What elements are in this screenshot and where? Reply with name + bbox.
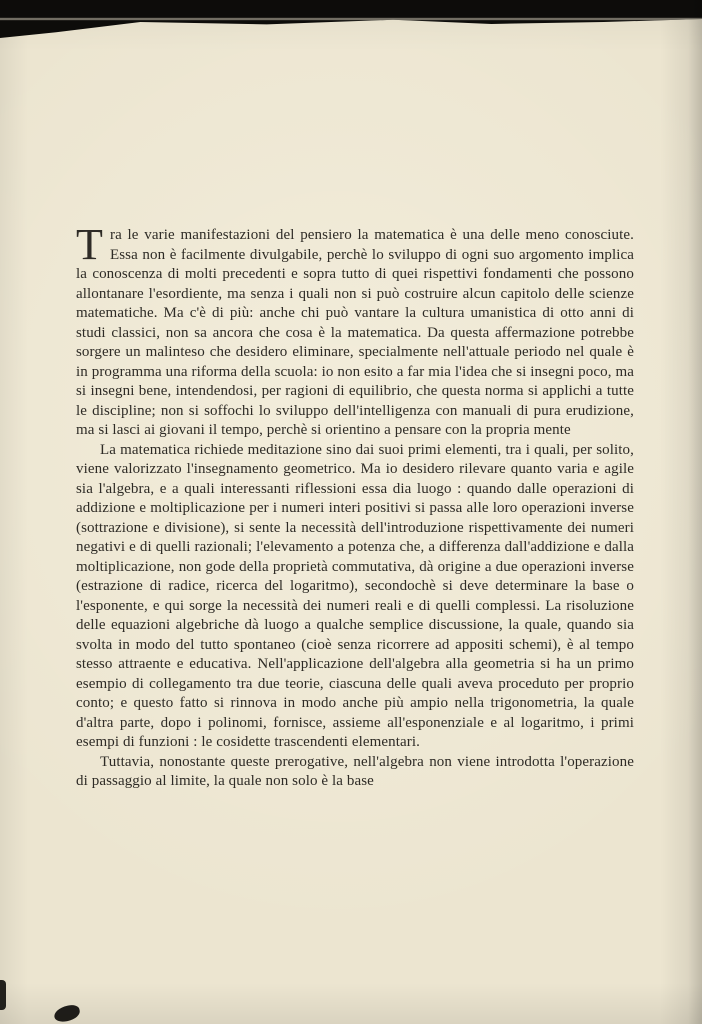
- drop-cap: T: [76, 220, 103, 269]
- paragraph: [76, 753, 634, 792]
- scan-artifact-bottom-mark: [53, 1003, 82, 1023]
- text-block: [76, 220, 634, 792]
- paragraph-text: Tuttavia, nonostante queste prerogative, nell'algebra non viene introdotta l'operazione di passaggio al limite, la quale non solo è la base: [76, 753, 634, 789]
- scan-artifact-top-edge: [0, 0, 702, 38]
- scan-shadow-right-edge: [688, 0, 702, 1024]
- paragraph-text: ra le varie manifestazioni del pensiero la matematica è una delle meno conosciute. Essa non è facilmente divulgabile, perchè lo sviluppo di ogni suo argomento implica la conoscenza di molti precedenti e sopra tutto di quei rispettivi fondamenti che possono allontanare l'esordiente, ma senza i quali non si può costruire alcun capitolo delle scienze matematiche. Ma c'è di più: anche chi può vantare la cultura umanistica di otto anni di studi classici, non sa ancora che cosa è la matematica. Da questa affermazione potrebbe sorgere un malinteso che desidero eliminare, specialmente nell'attuale periodo nel quale è in programma una riforma della scuola: io non esito a far mia l'idea che si insegni poco, ma si insegni bene, intendendosi, per ragioni di equilibrio, che questa norma si applichi a tutte le discipline; non si soffochi lo sviluppo dell'intelligenza con manuali di pura erudizione, ma si lasci ai giovani il tempo, perchè si orientino a pensare con la propria mente: [76, 227, 634, 438]
- paragraph: [76, 220, 634, 441]
- paragraph: [76, 441, 634, 753]
- paragraph-text: La matematica richiede meditazione sino dai suoi primi elementi, tra i quali, per solito, viene valorizzato l'insegnamento geometrico. Ma io desidero rilevare quanto varia e agile sia l'algebra, e a quali interessanti riflessioni essa dia luogo : quando dalle operazioni di addizione e moltiplicazione per i numeri interi positivi si passa alle loro operazioni inverse (sottrazione e divisione), si sente la necessità dell'introduzione rispettivamente dei numeri negativi e di quelli razionali; l'elevamento a potenza che, a differenza dall'addizione e dalla moltiplicazione, non gode della proprietà commutativa, dà origine a due operazioni inverse (estrazione di radice, ricerca del logaritmo), secondochè si deve determinare la base o l'esponente, e qui sorge la necessità dei numeri reali e di quelli complessi. La risoluzione delle equazioni algebriche dà luogo a qualche semplice discussione, la quale, quando sia svolta in modo del tutto spontaneo (cioè senza ricorrere ad appositi schemi), è al tempo stesso attraente e educativa. Nell'applicazione dell'algebra alla geometria si ha un primo esempio di collegamento tra due teorie, ciascuna delle quali aveva proceduto per proprio conto; e questo fatto si rinnova in modo anche più ampio nella trigonometria, la quale d'altra parte, dopo i polinomi, fornisce, assieme all'esponenziale e al logaritmo, i primi esempi di funzioni : le cosidette trascendenti elementari.: [76, 441, 634, 750]
- scan-artifact-left-mark: [0, 980, 6, 1010]
